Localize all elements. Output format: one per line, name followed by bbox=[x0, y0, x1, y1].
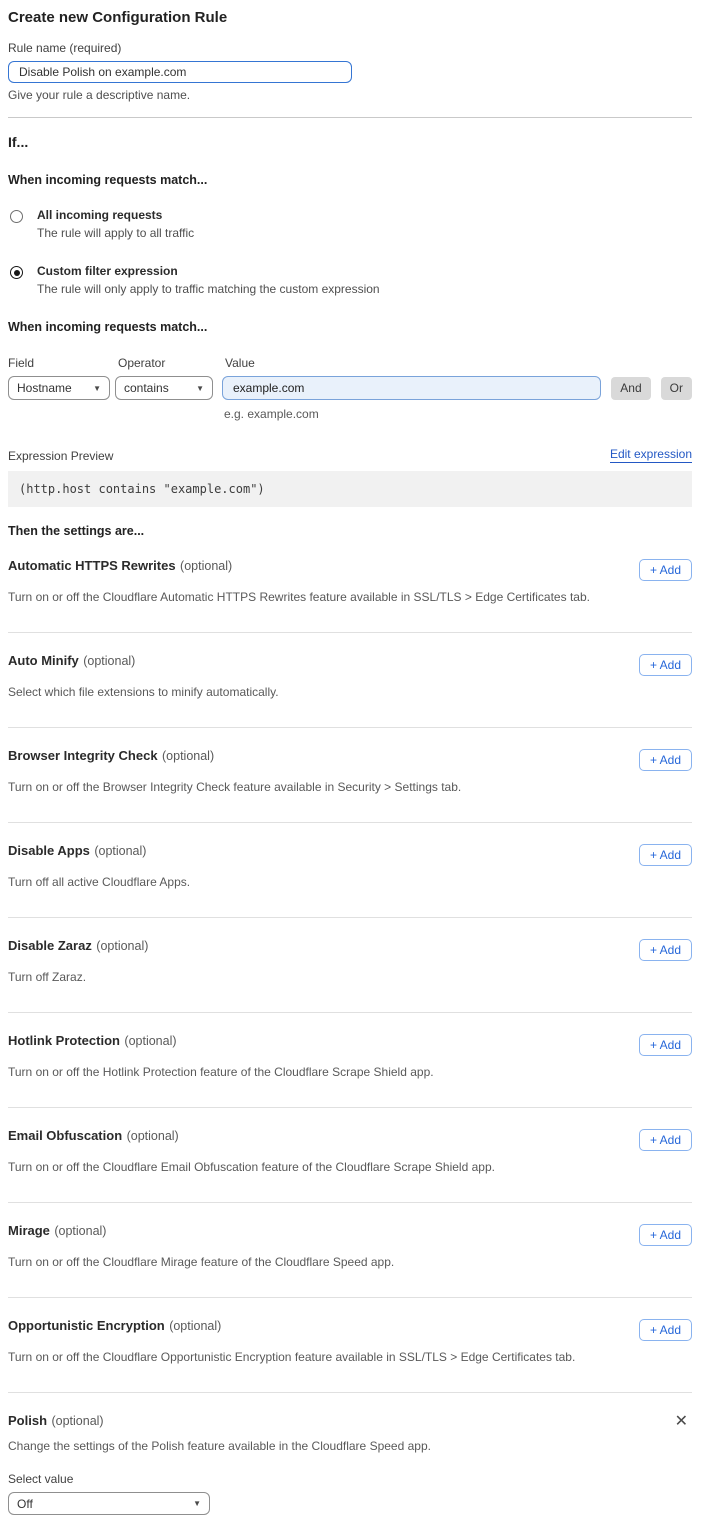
add-button[interactable]: + Add bbox=[639, 1034, 692, 1056]
select-value-label: Select value bbox=[8, 1472, 74, 1486]
rule-name-helper: Give your rule a descriptive name. bbox=[8, 88, 191, 102]
expression-preview-label: Expression Preview bbox=[8, 449, 114, 463]
setting-row-disable-apps bbox=[8, 823, 692, 918]
divider bbox=[8, 117, 692, 118]
add-button[interactable]: + Add bbox=[639, 844, 692, 866]
field-select[interactable] bbox=[8, 376, 110, 400]
setting-row-polish bbox=[8, 1393, 692, 1515]
edit-expression-link[interactable]: Edit expression bbox=[609, 447, 692, 461]
setting-title: Hotlink Protection bbox=[8, 1033, 120, 1048]
setting-description: Turn off all active Cloudflare Apps. bbox=[8, 875, 191, 889]
chevron-down-icon: ▼ bbox=[196, 383, 204, 393]
if-heading: If... bbox=[8, 134, 29, 150]
or-button[interactable]: Or bbox=[661, 377, 692, 400]
setting-description: Turn on or off the Cloudflare Email Obfuscation feature of the Cloudflare Scrape Shield app. bbox=[8, 1160, 495, 1174]
and-button[interactable]: And bbox=[611, 377, 650, 400]
expression-preview bbox=[8, 447, 692, 507]
setting-row-disable-zaraz bbox=[8, 918, 692, 1013]
setting-optional-label: (optional) bbox=[94, 844, 147, 858]
radio-description: The rule will only apply to traffic matching the custom expression bbox=[37, 282, 380, 296]
setting-row-email-obfuscation bbox=[8, 1108, 692, 1203]
setting-description: Turn on or off the Cloudflare Automatic HTTPS Rewrites feature available in SSL/TLS > Edge Certificates tab. bbox=[8, 590, 590, 604]
radio-button-unselected[interactable] bbox=[10, 210, 23, 223]
page-title: Create new Configuration Rule bbox=[8, 9, 228, 26]
expression-code: (http.host contains "example.com") bbox=[8, 471, 692, 507]
add-button[interactable]: + Add bbox=[639, 939, 692, 961]
rule-name-label: Rule name (required) bbox=[8, 41, 122, 55]
polish-value-select[interactable] bbox=[8, 1492, 210, 1515]
radio-all-incoming-requests[interactable] bbox=[8, 208, 692, 240]
setting-title: Disable Apps bbox=[8, 843, 90, 858]
operator-label: Operator bbox=[118, 356, 166, 370]
radio-label: Custom filter expression bbox=[37, 264, 178, 278]
setting-description: Turn on or off the Browser Integrity Check feature available in Security > Settings tab. bbox=[8, 780, 462, 794]
setting-title: Mirage bbox=[8, 1223, 50, 1238]
add-button[interactable]: + Add bbox=[639, 1319, 692, 1341]
setting-optional-label: (optional) bbox=[83, 654, 136, 668]
rule-name-input[interactable] bbox=[8, 61, 352, 83]
setting-optional-label: (optional) bbox=[51, 1414, 104, 1428]
add-button[interactable]: + Add bbox=[639, 1224, 692, 1246]
setting-optional-label: (optional) bbox=[54, 1224, 107, 1238]
setting-description: Turn on or off the Cloudflare Mirage feature of the Cloudflare Speed app. bbox=[8, 1255, 395, 1269]
setting-title: Auto Minify bbox=[8, 653, 79, 668]
radio-custom-filter-expression[interactable] bbox=[8, 264, 692, 296]
operator-select-value: contains bbox=[124, 381, 169, 395]
add-button[interactable]: + Add bbox=[639, 654, 692, 676]
setting-optional-label: (optional) bbox=[162, 749, 215, 763]
setting-title: Browser Integrity Check bbox=[8, 748, 158, 763]
value-input[interactable] bbox=[222, 376, 601, 400]
setting-optional-label: (optional) bbox=[126, 1129, 179, 1143]
expression-builder bbox=[8, 356, 692, 421]
radio-description: The rule will apply to all traffic bbox=[37, 226, 195, 240]
close-icon[interactable]: ✕ bbox=[674, 1411, 688, 1430]
setting-title: Automatic HTTPS Rewrites bbox=[8, 558, 176, 573]
setting-row-hotlink-protection bbox=[8, 1013, 692, 1108]
add-button[interactable]: + Add bbox=[639, 749, 692, 771]
setting-title: Disable Zaraz bbox=[8, 938, 92, 953]
setting-row-opportunistic-encryption bbox=[8, 1298, 692, 1393]
add-button[interactable]: + Add bbox=[639, 1129, 692, 1151]
setting-description: Change the settings of the Polish feature available in the Cloudflare Speed app. bbox=[8, 1439, 431, 1453]
setting-optional-label: (optional) bbox=[96, 939, 149, 953]
setting-row-mirage bbox=[8, 1203, 692, 1298]
setting-row-automatic-https-rewrites bbox=[8, 538, 692, 633]
field-label: Field bbox=[8, 356, 35, 370]
request-match-radio-group bbox=[8, 208, 692, 296]
radio-label: All incoming requests bbox=[37, 208, 163, 222]
setting-row-browser-integrity-check bbox=[8, 728, 692, 823]
chevron-down-icon: ▼ bbox=[193, 1499, 201, 1508]
operator-select[interactable] bbox=[115, 376, 213, 400]
setting-optional-label: (optional) bbox=[180, 559, 233, 573]
setting-row-auto-minify bbox=[8, 633, 692, 728]
setting-description: Turn off Zaraz. bbox=[8, 970, 87, 984]
add-button[interactable]: + Add bbox=[639, 559, 692, 581]
setting-title: Polish bbox=[8, 1413, 48, 1428]
setting-optional-label: (optional) bbox=[124, 1034, 177, 1048]
value-label: Value bbox=[225, 356, 255, 370]
radio-button-selected[interactable] bbox=[10, 266, 23, 279]
setting-description: Turn on or off the Hotlink Protection feature of the Cloudflare Scrape Shield app. bbox=[8, 1065, 434, 1079]
setting-title: Email Obfuscation bbox=[8, 1128, 123, 1143]
setting-title: Opportunistic Encryption bbox=[8, 1318, 165, 1333]
value-helper: e.g. example.com bbox=[224, 407, 319, 421]
setting-optional-label: (optional) bbox=[169, 1319, 222, 1333]
setting-description: Select which file extensions to minify automatically. bbox=[8, 685, 279, 699]
match-heading-top: When incoming requests match... bbox=[8, 173, 208, 187]
setting-description: Turn on or off the Cloudflare Opportunistic Encryption feature available in SSL/TLS > Edge Certificates tab. bbox=[8, 1350, 576, 1364]
match-heading-builder: When incoming requests match... bbox=[8, 320, 208, 334]
polish-select-value: Off bbox=[17, 1496, 33, 1511]
then-heading: Then the settings are... bbox=[8, 524, 145, 538]
field-select-value: Hostname bbox=[17, 381, 72, 395]
chevron-down-icon: ▼ bbox=[93, 383, 101, 393]
